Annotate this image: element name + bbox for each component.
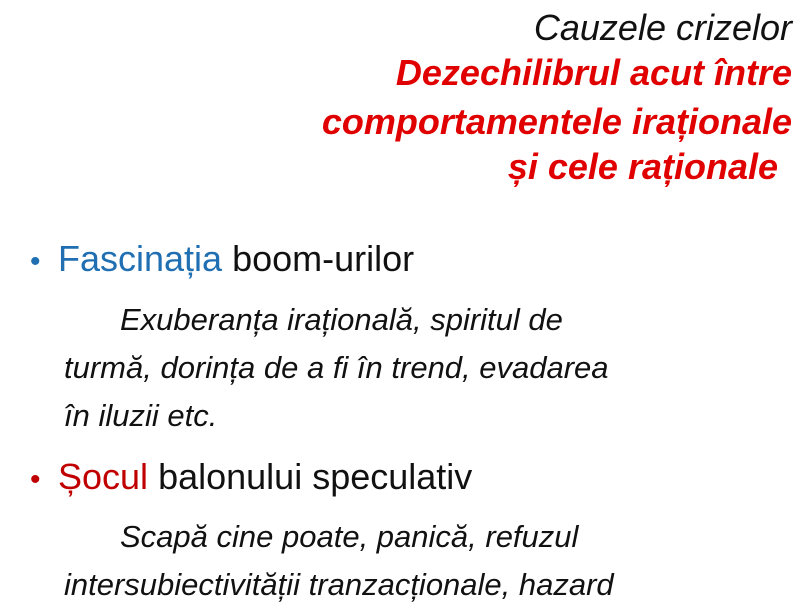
subtitle-line-1: Dezechilibrul acut între [395,52,792,93]
bullet-2-heading [30,456,472,501]
bullet-2-detail-line-2: intersubiectivității tranzacționale, hazard [64,567,614,602]
bullet-1-detail [64,296,784,440]
bullet-1-detail-line-3: în iluzii etc. [64,398,218,433]
title-line-1: Cauzele crizelor [533,7,792,48]
bullet-1-marker: • [30,245,41,278]
bullet-2-detail-line-1: Scapă cine poate, panică, refuzul [120,519,579,554]
bullet-1-detail-line-1: Exuberanța irațională, spiritul de [120,302,563,337]
bullet-2-detail [64,513,784,609]
bullet-1-heading [30,238,414,283]
slide-title [322,6,792,189]
bullet-1-text: boom-urilor [222,238,415,279]
bullet-1-detail-line-2: turmă, dorința de a fi în trend, evadarea [64,350,609,385]
bullet-2-marker: • [30,463,41,496]
subtitle-line-2: comportamentele iraționale [321,101,792,142]
bullet-2-keyword: Șocul [58,456,149,497]
subtitle-line-3: și cele raționale [507,146,778,187]
bullet-2-text: balonului speculativ [148,456,473,497]
bullet-1-keyword: Fascinația [58,238,223,279]
subtitle-red [322,50,792,189]
